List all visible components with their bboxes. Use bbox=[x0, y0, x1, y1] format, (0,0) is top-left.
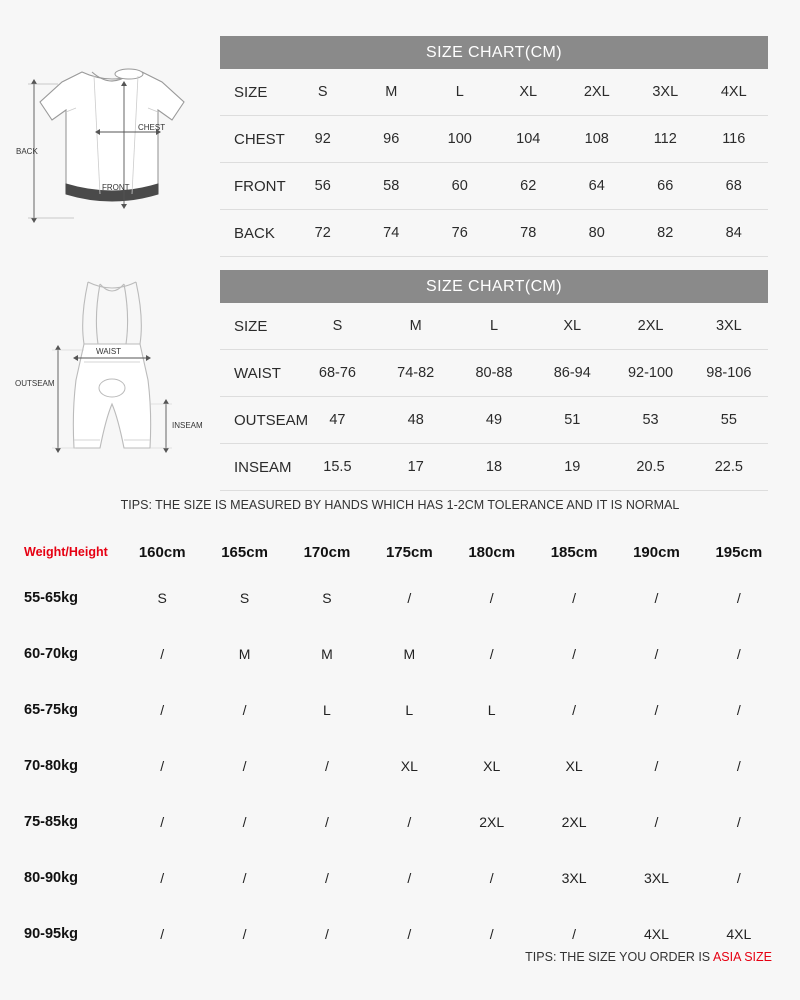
cell: 15.5 bbox=[298, 444, 376, 491]
cell: / bbox=[736, 870, 741, 886]
asia-size-tip bbox=[525, 950, 772, 964]
cell: / bbox=[489, 590, 494, 606]
table-row bbox=[20, 626, 780, 682]
cell: 116 bbox=[700, 116, 769, 163]
cell: 58 bbox=[357, 163, 426, 210]
cell: M bbox=[321, 646, 333, 662]
cell: / bbox=[160, 926, 165, 942]
cell: 74-82 bbox=[377, 350, 455, 397]
bib-size-chart-title: SIZE CHART(CM) bbox=[220, 270, 768, 303]
cell: / bbox=[324, 870, 329, 886]
table-row bbox=[20, 682, 780, 738]
cell: XL bbox=[400, 758, 418, 774]
height-header: 170cm bbox=[303, 543, 351, 561]
cell: XL bbox=[483, 758, 501, 774]
outseam-label: OUTSEAM bbox=[15, 379, 55, 388]
waist-label: WAIST bbox=[96, 347, 122, 356]
cell: M bbox=[403, 646, 416, 662]
back-label: BACK bbox=[16, 147, 38, 156]
weight-header: 65-75kg bbox=[24, 702, 79, 718]
column-header: 3XL bbox=[631, 69, 700, 116]
cell: 4XL bbox=[726, 926, 752, 942]
cell: M bbox=[238, 646, 251, 662]
outseam-arrow-top bbox=[55, 345, 61, 350]
jersey-size-chart bbox=[220, 36, 768, 257]
cell: / bbox=[572, 926, 576, 942]
cell: S bbox=[157, 590, 167, 606]
cell: L bbox=[487, 702, 496, 718]
cell: 17 bbox=[377, 444, 455, 491]
column-header: 4XL bbox=[700, 69, 769, 116]
row-header: INSEAM bbox=[220, 444, 298, 491]
cell: 68-76 bbox=[298, 350, 376, 397]
weight-header: 75-85kg bbox=[24, 814, 79, 830]
column-header: 2XL bbox=[563, 69, 632, 116]
cell: 72 bbox=[289, 210, 358, 257]
column-header: S bbox=[289, 69, 358, 116]
cell: / bbox=[572, 702, 576, 718]
cell: 49 bbox=[455, 397, 533, 444]
cell: S bbox=[322, 590, 332, 606]
bib-size-chart bbox=[220, 270, 768, 491]
row-header: BACK bbox=[220, 210, 289, 257]
cell: 47 bbox=[298, 397, 376, 444]
cell: 53 bbox=[611, 397, 689, 444]
column-header: XL bbox=[533, 303, 611, 350]
cell: 108 bbox=[563, 116, 632, 163]
column-header: S bbox=[298, 303, 376, 350]
back-arrow-top bbox=[31, 79, 37, 84]
cell: 92-100 bbox=[611, 350, 689, 397]
cell: / bbox=[654, 758, 659, 774]
cell: / bbox=[160, 646, 165, 662]
column-header: L bbox=[426, 69, 495, 116]
weight-header: 90-95kg bbox=[24, 926, 79, 942]
cell: / bbox=[736, 590, 741, 606]
cell: 92 bbox=[289, 116, 358, 163]
cell: / bbox=[654, 590, 659, 606]
weight-header: 80-90kg bbox=[24, 870, 79, 886]
column-header: L bbox=[455, 303, 533, 350]
chest-label: CHEST bbox=[138, 123, 166, 132]
chamois-pad bbox=[99, 379, 125, 397]
row-header: OUTSEAM bbox=[220, 397, 298, 444]
weight-header: 55-65kg bbox=[24, 590, 79, 606]
cell: / bbox=[160, 758, 165, 774]
cell: / bbox=[324, 758, 329, 774]
cell: 2XL bbox=[561, 814, 587, 830]
cell: / bbox=[324, 814, 329, 830]
cell: / bbox=[324, 926, 329, 942]
cell: 18 bbox=[455, 444, 533, 491]
cell: / bbox=[736, 702, 741, 718]
cell: / bbox=[242, 926, 247, 942]
asia-size-tip-prefix: TIPS: THE SIZE YOU ORDER IS bbox=[525, 950, 713, 964]
inseam-arrow-bottom bbox=[163, 448, 169, 453]
table-row bbox=[20, 534, 780, 570]
table-row bbox=[220, 303, 768, 350]
row-header: WAIST bbox=[220, 350, 298, 397]
jersey-illustration bbox=[14, 42, 210, 232]
cell: 55 bbox=[690, 397, 768, 444]
jersey-size-chart-title: SIZE CHART(CM) bbox=[220, 36, 768, 69]
cell: 20.5 bbox=[611, 444, 689, 491]
front-arrow-bottom bbox=[121, 204, 127, 209]
bib-illustration bbox=[14, 272, 210, 492]
table-row bbox=[20, 794, 780, 850]
table-row bbox=[220, 444, 768, 491]
cell: 64 bbox=[563, 163, 632, 210]
outseam-arrow-bottom bbox=[55, 448, 61, 453]
cell: / bbox=[407, 590, 412, 606]
waist-arrow-right bbox=[146, 355, 151, 361]
height-header: 160cm bbox=[138, 543, 186, 561]
cell: 68 bbox=[700, 163, 769, 210]
table-row bbox=[220, 350, 768, 397]
column-header: M bbox=[377, 303, 455, 350]
column-header: XL bbox=[494, 69, 563, 116]
cell: 80-88 bbox=[455, 350, 533, 397]
inseam-label: INSEAM bbox=[172, 421, 203, 430]
row-header: FRONT bbox=[220, 163, 289, 210]
column-header: 2XL bbox=[611, 303, 689, 350]
inseam-arrow-top bbox=[163, 399, 169, 404]
cell: 2XL bbox=[479, 814, 505, 830]
table-row bbox=[220, 210, 768, 257]
waist-arrow-left bbox=[73, 355, 78, 361]
cell: L bbox=[323, 702, 331, 718]
cell: 3XL bbox=[561, 870, 587, 886]
table-row bbox=[220, 163, 768, 210]
cell: / bbox=[242, 758, 247, 774]
cell: 48 bbox=[377, 397, 455, 444]
jersey-body-shape bbox=[40, 72, 184, 198]
cell: / bbox=[407, 814, 412, 830]
cell: 62 bbox=[494, 163, 563, 210]
cell: / bbox=[407, 926, 412, 942]
cell: XL bbox=[565, 758, 583, 774]
table-row bbox=[220, 69, 768, 116]
cell: 98-106 bbox=[690, 350, 768, 397]
row-header: CHEST bbox=[220, 116, 289, 163]
cell: / bbox=[489, 926, 494, 942]
cell: S bbox=[239, 590, 250, 606]
cell: 100 bbox=[426, 116, 495, 163]
jersey-neck-opening bbox=[115, 69, 143, 79]
cell: / bbox=[736, 646, 741, 662]
cell: 56 bbox=[289, 163, 358, 210]
cell: / bbox=[489, 870, 494, 886]
cell: 96 bbox=[357, 116, 426, 163]
cell: / bbox=[242, 814, 247, 830]
cell: / bbox=[160, 814, 165, 830]
cell: / bbox=[572, 646, 576, 662]
cell: 84 bbox=[700, 210, 769, 257]
cell: / bbox=[489, 646, 494, 662]
bib-strap-inner bbox=[96, 284, 127, 344]
cell: L bbox=[405, 702, 414, 718]
height-header: 195cm bbox=[715, 543, 763, 561]
cell: 112 bbox=[631, 116, 700, 163]
back-arrow-bottom bbox=[31, 218, 37, 223]
cell: 82 bbox=[631, 210, 700, 257]
table-row bbox=[220, 397, 768, 444]
cell: / bbox=[654, 814, 659, 830]
cell: 76 bbox=[426, 210, 495, 257]
table-row bbox=[220, 116, 768, 163]
tolerance-tip: TIPS: THE SIZE IS MEASURED BY HANDS WHICH HAS 1-2CM TOLERANCE AND IT IS NORMAL bbox=[120, 498, 680, 512]
cell: 19 bbox=[533, 444, 611, 491]
asia-size-highlight: ASIA SIZE bbox=[712, 950, 772, 964]
height-header: 165cm bbox=[221, 543, 268, 561]
bib-shorts-diagram bbox=[14, 272, 210, 492]
height-header: 180cm bbox=[468, 543, 516, 561]
height-header: 185cm bbox=[550, 543, 598, 561]
cell: / bbox=[736, 758, 741, 774]
weight-header: 70-80kg bbox=[24, 758, 79, 774]
column-header: SIZE bbox=[220, 69, 289, 116]
height-header: 190cm bbox=[633, 543, 680, 561]
cell: / bbox=[242, 702, 247, 718]
cell: 3XL bbox=[643, 870, 669, 886]
front-label: FRONT bbox=[102, 183, 130, 192]
cell: 74 bbox=[357, 210, 426, 257]
cell: / bbox=[654, 646, 659, 662]
cell: 51 bbox=[533, 397, 611, 444]
matrix-corner-label: Weight/Height bbox=[24, 545, 108, 559]
cell: 22.5 bbox=[690, 444, 768, 491]
cell: / bbox=[572, 590, 576, 606]
cell: / bbox=[654, 702, 659, 718]
cell: 80 bbox=[563, 210, 632, 257]
cell: 78 bbox=[494, 210, 563, 257]
height-header: 175cm bbox=[385, 543, 433, 561]
jersey-size-table bbox=[220, 69, 768, 257]
cell: / bbox=[736, 814, 741, 830]
cell: 104 bbox=[494, 116, 563, 163]
bib-size-table bbox=[220, 303, 768, 491]
table-row bbox=[20, 738, 780, 794]
table-row bbox=[20, 570, 780, 626]
cell: / bbox=[407, 870, 412, 886]
cell: 66 bbox=[631, 163, 700, 210]
column-header: 3XL bbox=[690, 303, 768, 350]
jersey-diagram bbox=[14, 42, 210, 232]
column-header: M bbox=[357, 69, 426, 116]
cell: 4XL bbox=[643, 926, 669, 942]
cell: / bbox=[160, 870, 165, 886]
weight-header: 60-70kg bbox=[24, 646, 79, 662]
table-row bbox=[20, 850, 780, 906]
cell: 86-94 bbox=[533, 350, 611, 397]
bib-strap-top bbox=[88, 282, 136, 288]
column-header: SIZE bbox=[220, 303, 298, 350]
cell: / bbox=[242, 870, 247, 886]
cell: 60 bbox=[426, 163, 495, 210]
weight-height-matrix bbox=[20, 534, 780, 962]
cell: / bbox=[160, 702, 165, 718]
